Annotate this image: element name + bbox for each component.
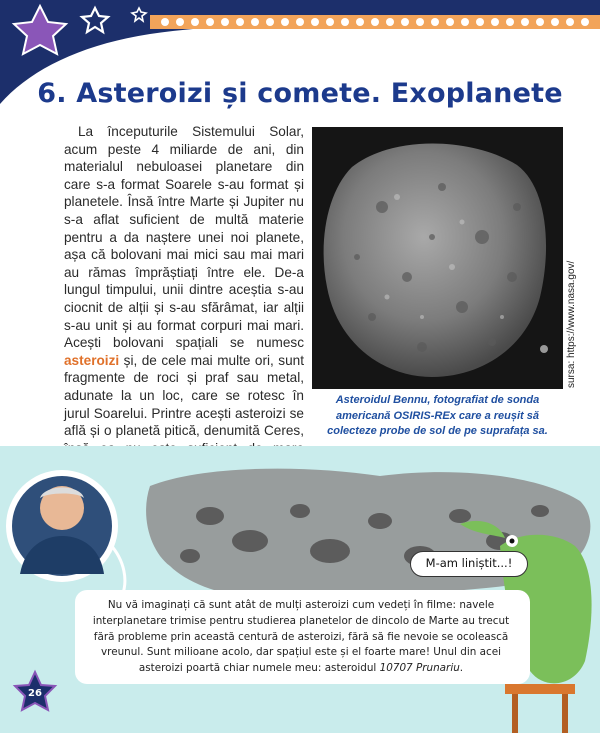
note-text-end: . [459, 662, 464, 675]
asteroid-photo [312, 127, 563, 389]
photo-caption: Asteroidul Bennu, fotografiat de sonda americană OSIRIS-REx care a reușit să colecteze probe de sol de pe suprafața sa. [327, 394, 548, 437]
creature-speech-bubble: M-am liniștit...! [410, 551, 528, 577]
note-text [92, 598, 510, 677]
article-text-start: La începuturile Sistemului Solar, acum peste 4 miliarde de ani, din materialul nebuloasei planetare din care s-a format Soarele s-au format și planetele. Însă între Marte și Jupiter nu s-a aflat suficient de multă materie pentru a da naștere unei noi planete, așa că bolovani mai mici sau mai mari au rămas împrăștiați între ele. De-a lungul timpului, unii dintre aceștia s-au ciocnit de alții și s-au sfărâmat, iar alții s-au unit și au format corpuri mai mari. Acești bolovani spațiali se numesc [64, 124, 304, 351]
photo-source: sursa: https://www.nasa.gov/ [566, 260, 577, 388]
asteroid-name: 10707 Prunariu [379, 662, 460, 675]
keyword-asteroizi: asteroizi [64, 352, 120, 368]
page-title: 6. Asteroizi și comete. Exoplanete [37, 78, 563, 109]
note-text-main: Nu vă imaginați că sunt atât de mulți asteroizi cum vedeți în filme: navele interplanetare trimise pentru studierea planetelor de dincolo de Marte au trecut fără probleme prin această centură de asteroizi, fără să fie nevoie se ocolească vreunul. Sunt milioane acolo, dar spațiul este și el foarte mare! Unul din acei asteroizi poartă chiar numele meu: asteroidul [92, 599, 510, 675]
article-paragraph [64, 123, 304, 492]
page-number: 26 [28, 688, 42, 699]
article-text-end: și, de cele mai multe ori, sunt fragmente de roci și praf sau metal, adunate la un loc, care se rotesc în jurul Soarelui. Printre acești asteroizi se află și o planetă pitică, denumită Ceres, [64, 352, 304, 439]
